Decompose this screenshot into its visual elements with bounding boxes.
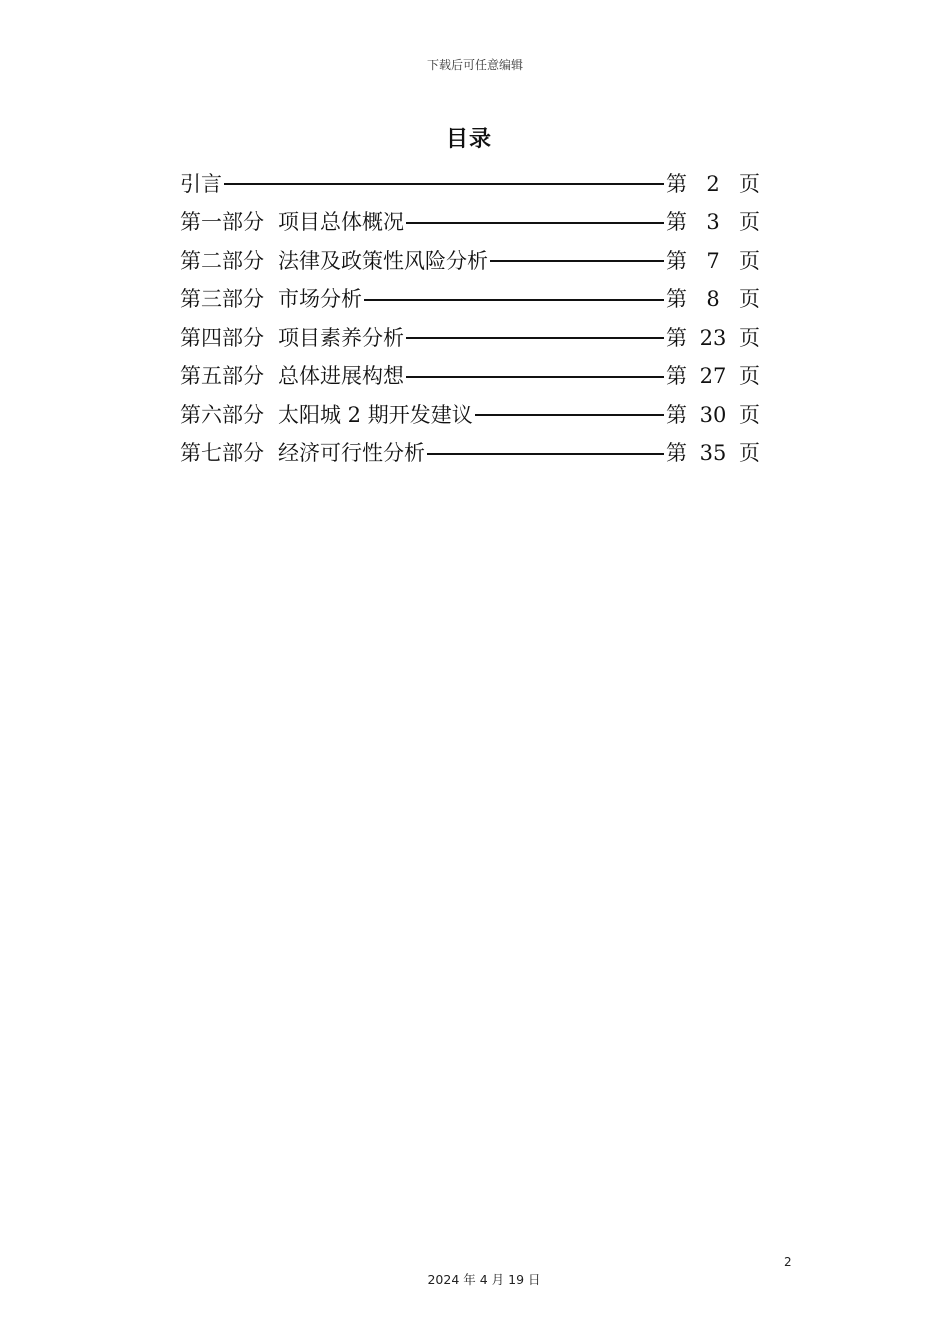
toc-leader-line <box>406 222 664 224</box>
toc-entry-name: 法律及政策性风险分析 <box>278 248 488 273</box>
toc-leader-line <box>475 414 664 416</box>
toc-entry-part: 第一部分 <box>180 210 264 235</box>
toc-page-number: 3 <box>706 210 720 235</box>
toc-leader-line <box>406 337 664 339</box>
toc-leader-line <box>490 260 664 262</box>
toc-di-label: 第 <box>666 325 687 350</box>
toc-entry-name: 太阳城 2 期开发建议 <box>278 402 473 427</box>
toc-page-number: 35 <box>699 441 727 466</box>
toc-entry-part-3[interactable] <box>180 281 760 320</box>
toc-entry-name: 总体进展构想 <box>278 364 404 389</box>
toc-page-number: 7 <box>706 248 720 273</box>
toc-leader-line <box>427 453 664 455</box>
toc-di-label: 第 <box>666 248 687 273</box>
toc-page-number: 30 <box>699 402 727 427</box>
toc-ye-label: 页 <box>739 287 760 312</box>
toc-page-number: 27 <box>699 364 727 389</box>
footer-date: 2024 年 4 月 19 日 <box>427 1272 541 1287</box>
toc-entry-name: 项目素养分析 <box>278 325 404 350</box>
toc-ye-label: 页 <box>739 441 760 466</box>
toc-entry-part: 第五部分 <box>180 364 264 389</box>
toc-ye-label: 页 <box>739 171 760 196</box>
toc-ye-label: 页 <box>739 325 760 350</box>
toc-ye-label: 页 <box>739 210 760 235</box>
toc-ye-label: 页 <box>739 364 760 389</box>
toc-ye-label: 页 <box>739 248 760 273</box>
toc-entry-part-1[interactable] <box>180 204 760 243</box>
header-note: 下载后可任意编辑 <box>426 58 523 72</box>
toc-entry-intro[interactable] <box>180 165 760 204</box>
toc-entry-part: 第六部分 <box>180 402 264 427</box>
toc-di-label: 第 <box>666 441 687 466</box>
toc-entry-part: 引言 <box>180 171 222 196</box>
toc-leader-line <box>364 299 664 301</box>
toc-entry-part-4[interactable] <box>180 319 760 358</box>
toc-entry-name: 项目总体概况 <box>278 210 404 235</box>
toc-entry-part-6[interactable] <box>180 396 760 435</box>
toc-page-number: 2 <box>706 171 720 196</box>
toc-ye-label: 页 <box>739 402 760 427</box>
toc-di-label: 第 <box>666 171 687 196</box>
toc-title: 目录 <box>445 127 492 152</box>
toc-leader-line <box>406 376 664 378</box>
toc-entry-part-7[interactable] <box>180 435 760 474</box>
toc-entry-name: 市场分析 <box>278 287 362 312</box>
toc-di-label: 第 <box>666 210 687 235</box>
toc-di-label: 第 <box>666 287 687 312</box>
toc-page-number: 23 <box>699 325 727 350</box>
toc-leader-line <box>224 183 664 185</box>
page-number: 2 <box>784 1255 792 1269</box>
toc-entry-part-5[interactable] <box>180 358 760 397</box>
toc-entry-name: 经济可行性分析 <box>278 441 425 466</box>
toc-page-number: 8 <box>706 287 720 312</box>
toc-entry-part: 第七部分 <box>180 441 264 466</box>
toc-entry-part-2[interactable] <box>180 242 760 281</box>
toc-entry-part: 第二部分 <box>180 248 264 273</box>
toc-entry-part: 第三部分 <box>180 287 264 312</box>
toc-di-label: 第 <box>666 364 687 389</box>
toc-di-label: 第 <box>666 402 687 427</box>
toc-entry-part: 第四部分 <box>180 325 264 350</box>
table-of-contents <box>180 165 760 473</box>
